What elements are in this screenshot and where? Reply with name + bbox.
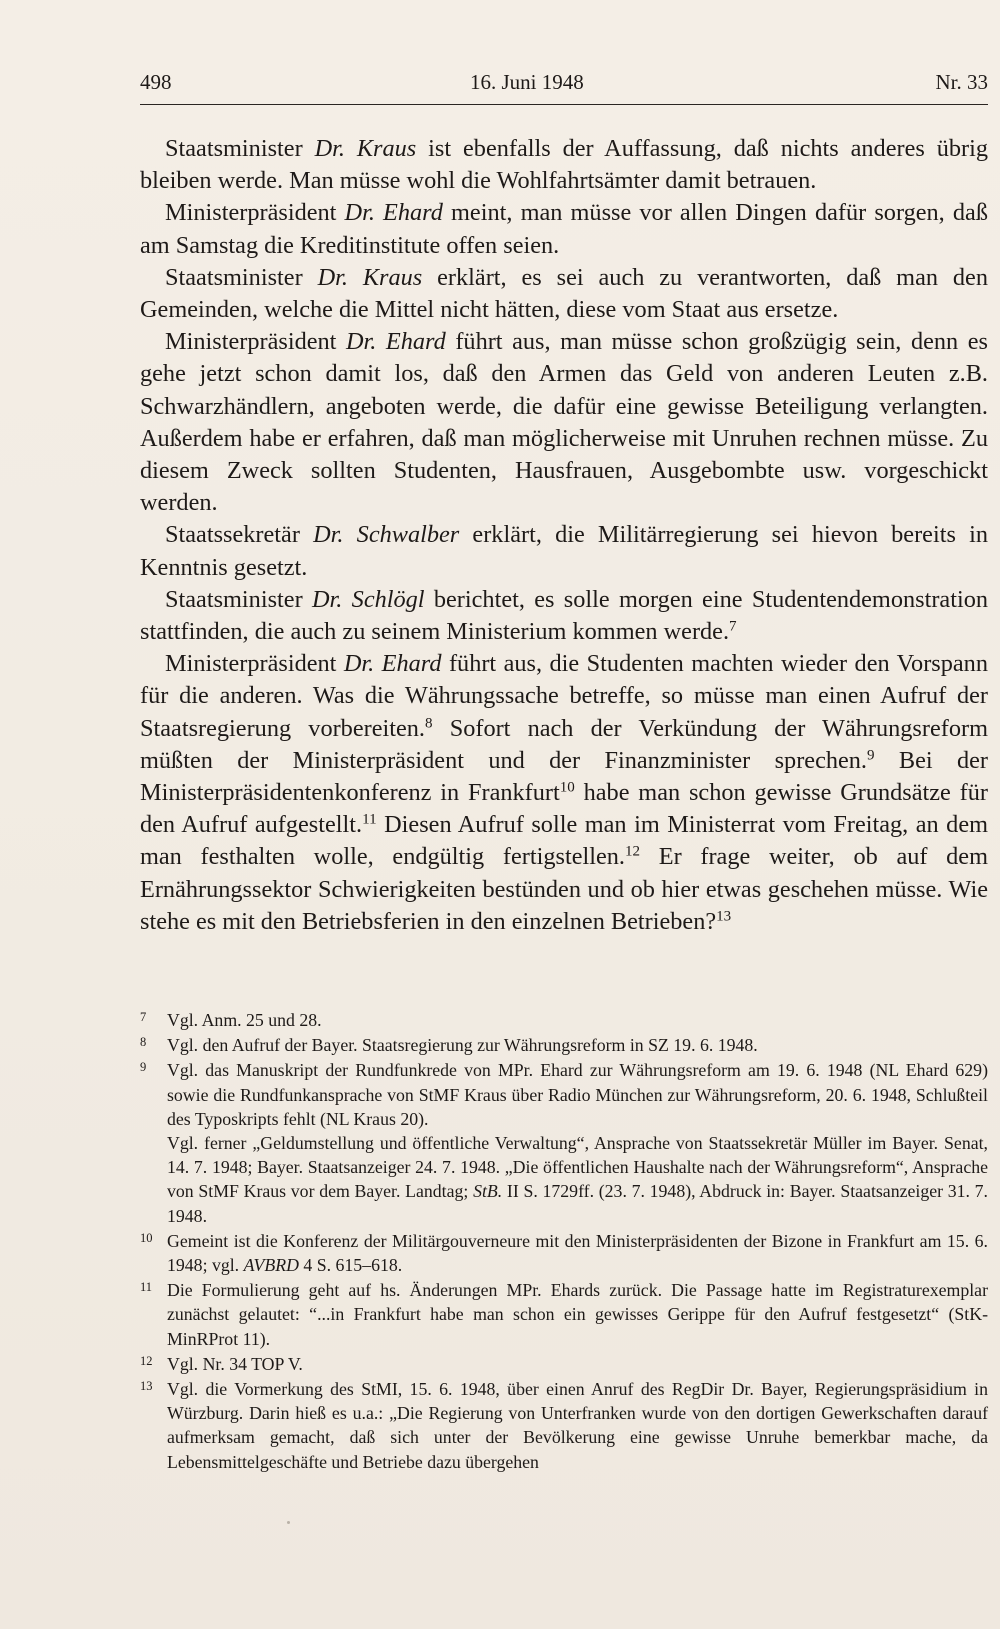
footnote-ref-9[interactable]: 9	[867, 747, 875, 764]
footnote-text: Gemeint ist die Konferenz der Militärgouverneure mit den Ministerpräsidenten der Bizone in Frankfurt am 15. 6. 1948; vgl. AVBRD 4 S. 615–618.	[167, 1230, 988, 1276]
footnote-number: 13	[140, 1379, 153, 1394]
paragraph-text: Sofort nach der Verkündung der Währungsreform müßten der Ministerpräsident und der Finanzminister sprechen.	[140, 714, 988, 774]
speaker-name: Dr. Kraus	[317, 263, 423, 291]
footnote-7	[140, 1008, 988, 1032]
paragraph-text: erklärt, es sei auch zu verantworten, daß man den Gemeinden, welche die Mittel nicht hätten, diese vom Staat aus ersetze.	[140, 263, 988, 324]
paragraph	[140, 262, 988, 326]
page-number: 498	[140, 70, 172, 94]
paragraph	[140, 584, 988, 648]
page-header	[140, 70, 988, 104]
header-date: 16. Juni 1948	[470, 70, 584, 94]
footnote-ref-8[interactable]: 8	[425, 715, 433, 732]
footnote-ref-12[interactable]: 12	[625, 844, 641, 861]
footnote-text: Vgl. Anm. 25 und 28.	[167, 1010, 322, 1030]
speaker-name: Dr. Ehard	[343, 650, 442, 678]
main-text	[140, 133, 988, 938]
paragraph	[140, 133, 988, 197]
speaker-title: Staatssekretär	[165, 521, 314, 549]
footnote-text: Vgl. das Manuskript der Rundfunkrede von MPr. Ehard zur Währungsreform am 19. 6. 1948 (NL Ehard 629) sowie die Rundfunkansprache von StMF Kraus über Radio München zur Währungsreform, 20. 6. 1948, Schlußteil des Typoskripts fehlt (NL Kraus 20).	[167, 1060, 988, 1129]
paragraph-text: berichtet, es solle morgen eine Studentendemonstration stattfinden, die auch zu seinem Ministerium kommen werde.	[140, 585, 989, 646]
footnote-ref-11[interactable]: 11	[362, 811, 377, 828]
header-issue-number: Nr. 33	[935, 70, 988, 94]
footnote-ref-13[interactable]: 13	[716, 908, 732, 925]
speaker-title: Ministerpräsident	[165, 328, 346, 356]
footnote-number: 9	[140, 1060, 147, 1075]
speaker-name: Dr. Kraus	[314, 135, 417, 162]
speaker-title: Staatsminister	[165, 135, 315, 162]
footnote-8	[140, 1033, 988, 1057]
footnote-11	[140, 1278, 988, 1351]
footnote-12	[140, 1352, 988, 1376]
speaker-title: Staatsminister	[165, 263, 318, 291]
paragraph	[140, 197, 988, 261]
footnote-ref-7[interactable]: 7	[729, 618, 737, 635]
paragraph-text: Diesen Aufruf solle man im Ministerrat vom Freitag, an dem man festhalten wolle, endgültig fertigstellen.	[140, 811, 989, 871]
paragraph	[140, 326, 988, 519]
footnote-13	[140, 1377, 988, 1474]
paragraph-text: Bei der Ministerpräsidentenkonferenz in Frankfurt	[140, 746, 988, 807]
paragraph-text: Er frage weiter, ob auf dem Ernährungssektor Schwierigkeiten bestünden und ob hier etwas geschehen müsse. Wie stehe es mit den Betriebsferien in den einzelnen Betrieben?	[140, 843, 988, 935]
speaker-name: Dr. Schlögl	[311, 585, 425, 613]
paragraph	[140, 648, 988, 938]
footnote-text: Vgl. die Vormerkung des StMI, 15. 6. 1948, über einen Anruf des RegDir Dr. Bayer, Regierungspräsidium in Würzburg. Darin hieß es u.a.: „Die Regierung von Unterfranken wurde von den dortigen Gewerkschaften darauf aufmerksam gemacht, daß sich unter der Bevölkerung eine gewisse Unruhe bemerkbar mache, da Lebensmittelgeschäfte und Betriebe dazu übergehen	[167, 1379, 988, 1472]
footnote-ref-10[interactable]: 10	[559, 779, 575, 796]
speaker-title: Staatsminister	[165, 585, 312, 613]
footnote-text: Vgl. Nr. 34 TOP V.	[167, 1353, 303, 1374]
footnote-number: 8	[140, 1035, 147, 1050]
footnote-number: 10	[140, 1230, 153, 1245]
speaker-title: Ministerpräsident	[165, 650, 344, 678]
paragraph-text: führt aus, man müsse schon großzügig sein, denn es gehe jetzt schon damit los, daß den Armen das Geld von anderen Leuten z.B. Schwarzhändlern, angeboten werde, die dafür eine gewisse Beteiligung verlangten. Außerdem habe er erfahren, daß man möglicherweise mit Unruhen rechnen müsse. Zu diesem Zweck sollten Studenten, Hausfrauen, Ausgebombte usw. vorgeschickt werden.	[140, 328, 988, 517]
footnote-text: Die Formulierung geht auf hs. Änderungen MPr. Ehards zurück. Die Passage hatte im Registraturexemplar zunächst gelautet: “...in Frankfurt habe man schon ein gewisses Gerippe für den Aufruf festgesetzt“ (StK-MinRProt 11).	[167, 1280, 988, 1349]
footnote-9	[140, 1058, 988, 1227]
speaker-name: Dr. Schwalber	[313, 521, 460, 549]
paragraph	[140, 519, 988, 583]
paragraph-text: ist ebenfalls der Auffassung, daß nichts anderes übrig bleiben werde. Man müsse wohl die Wohlfahrtsämter damit betrauen.	[140, 135, 988, 195]
footnote-continuation: Vgl. ferner „Geldumstellung und öffentliche Verwaltung“, Ansprache von Staatssekretär Müller im Bayer. Senat, 14. 7. 1948; Bayer. Staatsanzeiger 24. 7. 1948. „Die öffentlichen Haushalte nach der Währungsreform“, Ansprache von StMF Kraus vor dem Bayer. Landtag; StB. II S. 1729ff. (23. 7. 1948), Abdruck in: Bayer. Staatsanzeiger 31. 7. 1948.	[167, 1133, 988, 1226]
footnote-10	[140, 1229, 988, 1277]
paper-speck	[287, 1521, 290, 1524]
footnote-number: 11	[140, 1280, 153, 1295]
speaker-name: Dr. Ehard	[345, 328, 446, 356]
footnote-number: 12	[140, 1353, 153, 1368]
footnotes	[140, 1008, 988, 1475]
speaker-name: Dr. Ehard	[344, 199, 443, 227]
footnote-number: 7	[140, 1010, 147, 1024]
paragraph-text: habe man schon gewisse Grundsätze für den Aufruf aufgestellt.	[140, 779, 988, 839]
speaker-title: Ministerpräsident	[165, 199, 345, 227]
paragraph-text: führt aus, die Studenten machten wieder den Vorspann für die anderen. Was die Währungssache betreffe, so müsse man einen Aufruf der Staatsregierung vorbereiten.	[140, 650, 988, 742]
paragraph-text: meint, man müsse vor allen Dingen dafür sorgen, daß am Samstag die Kreditinstitute offen seien.	[140, 199, 988, 259]
footnote-text: Vgl. den Aufruf der Bayer. Staatsregierung zur Währungsreform in SZ 19. 6. 1948.	[167, 1035, 758, 1056]
header-divider	[140, 104, 988, 105]
paragraph-text: erklärt, die Militärregierung sei hievon bereits in Kenntnis gesetzt.	[140, 521, 988, 581]
